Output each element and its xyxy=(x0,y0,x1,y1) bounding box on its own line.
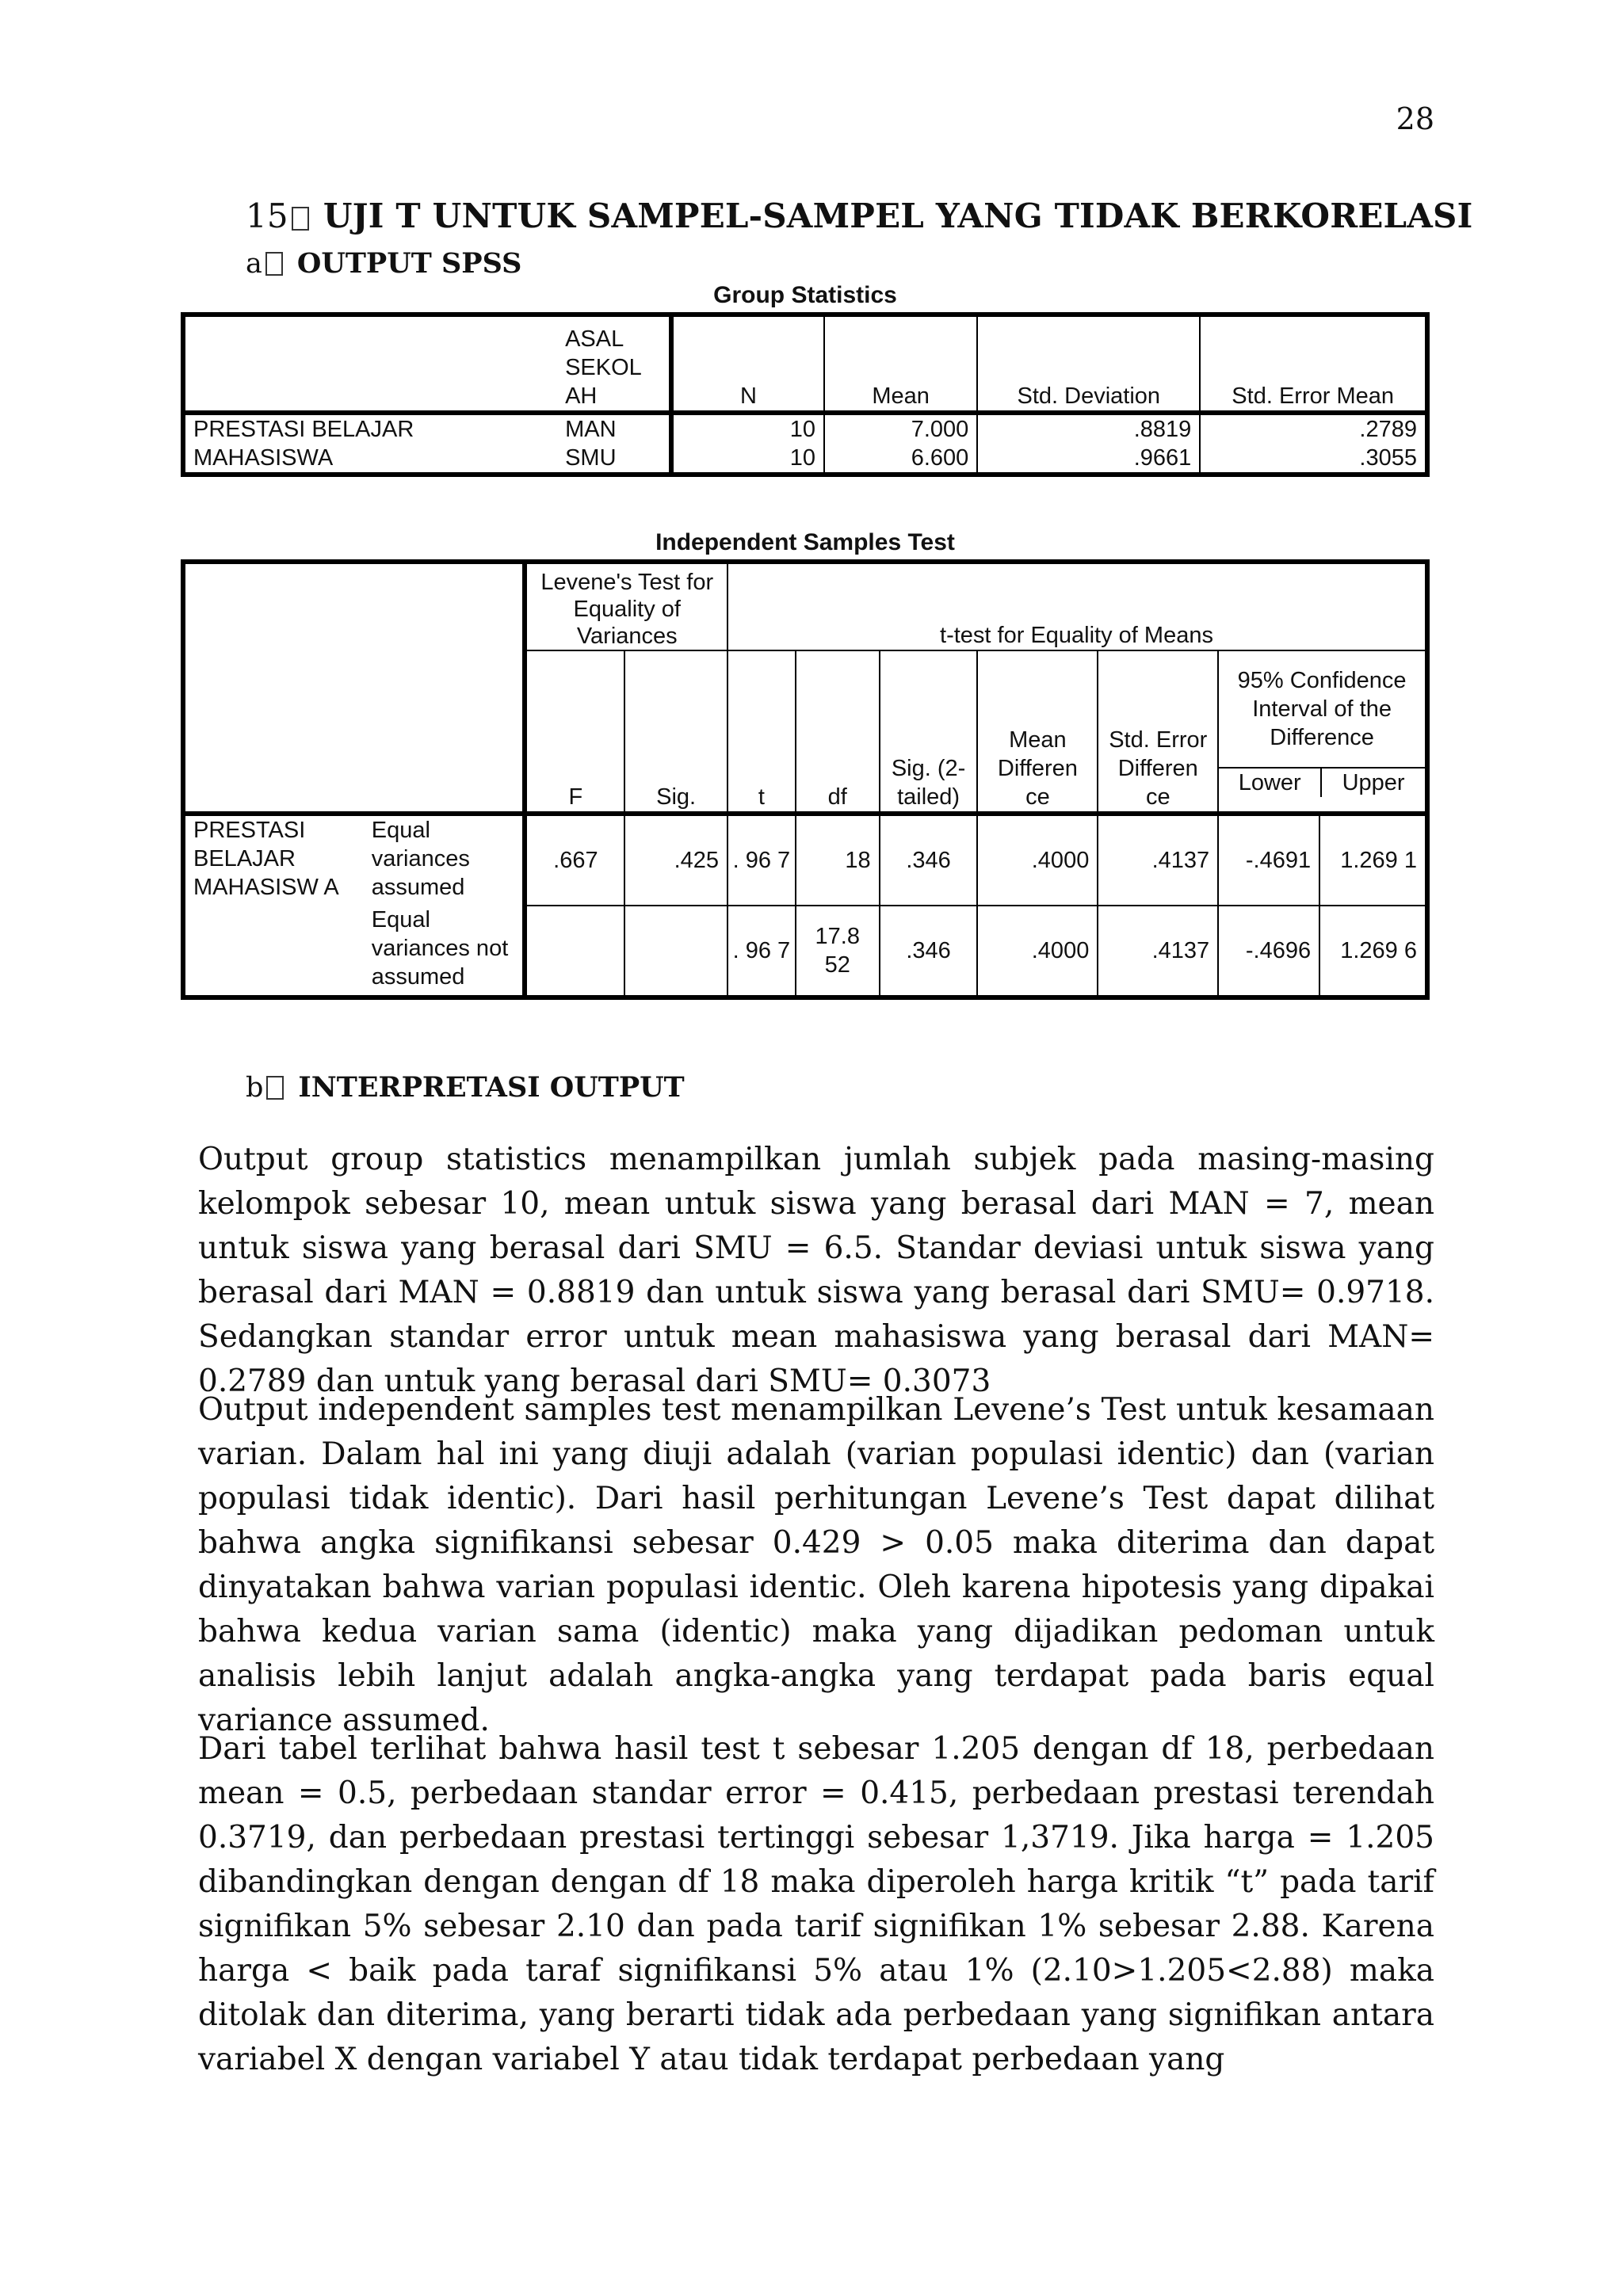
row-label-equal-assumed: Equal variances assumed xyxy=(364,814,525,906)
section-title: UJI T UNTUK SAMPEL-SAMPEL YANG TIDAK BERKORELASI xyxy=(323,196,1473,235)
header-n: N xyxy=(671,315,824,413)
header-upper: Upper xyxy=(1342,770,1405,795)
lower-value-assumed: -.4691 xyxy=(1218,814,1319,906)
levene-sig-value: .425 xyxy=(624,814,727,906)
sig2-value-not-assumed: .346 xyxy=(880,906,978,997)
header-confidence-interval xyxy=(1218,650,1427,814)
subheading-letter: b xyxy=(246,1072,264,1104)
section-number: 15 xyxy=(246,196,288,235)
f-value: .667 xyxy=(525,814,624,906)
lower-value-not-assumed: -.4696 xyxy=(1218,906,1319,997)
header-std-error-difference: Std. Error Differen ce xyxy=(1098,650,1218,814)
sig2-value-assumed: .346 xyxy=(880,814,978,906)
mean-man: 7.000 xyxy=(824,413,977,444)
paragraph-group-statistics: Output group statistics menampilkan jumlah subjek pada masing-masing kelompok sebesar 10, mean untuk siswa yang berasal dari MAN = 7, mean untuk siswa yang berasal dari SMU = 6.5. Standar deviasi untuk siswa yang berasal dari MAN = 0.8819 dan untuk siswa yang berasal dari SMU= 0.9718. Sedangkan standar error untuk mean mahasiswa yang berasal dari MAN= 0.2789 dan untuk yang berasal dari SMU= 0.3073 xyxy=(198,1142,1434,1399)
se-diff-value-not-assumed: .4137 xyxy=(1098,906,1218,997)
independent-samples-table xyxy=(181,559,1430,1000)
empty-header-cell xyxy=(183,315,557,413)
missing-glyph-icon xyxy=(292,207,309,231)
mean-diff-value-assumed: .4000 xyxy=(977,814,1098,906)
header-lower: Lower xyxy=(1219,769,1322,797)
mean-smu: 6.600 xyxy=(824,444,977,475)
header-df: df xyxy=(796,650,880,814)
n-man: 10 xyxy=(671,413,824,444)
header-f: F xyxy=(525,650,624,814)
header-std-error-mean: Std. Error Mean xyxy=(1200,315,1427,413)
subheading-letter: a xyxy=(246,248,262,280)
page-number: 28 xyxy=(1396,101,1434,136)
upper-value-not-assumed: 1.269 6 xyxy=(1319,906,1427,997)
std-dev-man: .8819 xyxy=(977,413,1200,444)
header-mean: Mean xyxy=(824,315,977,413)
variable-label: PRESTASI BELAJAR MAHASISW A xyxy=(183,814,364,997)
empty-corner-cell xyxy=(183,562,525,814)
header-t: t xyxy=(727,650,796,814)
t-value-assumed: . 96 7 xyxy=(727,814,796,906)
std-dev-smu: .9661 xyxy=(977,444,1200,475)
f-value-empty xyxy=(525,906,624,997)
section-heading xyxy=(246,196,1472,235)
header-sig-2-tailed: Sig. (2- tailed) xyxy=(880,650,978,814)
missing-glyph-icon xyxy=(265,252,283,276)
header-asal-sekolah: ASAL SEKOL AH xyxy=(557,315,671,413)
subheading-title: INTERPRETASI OUTPUT xyxy=(298,1071,685,1104)
group-statistics-table xyxy=(181,312,1430,477)
df-value-not-assumed: 17.8 52 xyxy=(796,906,880,997)
n-smu: 10 xyxy=(671,444,824,475)
header-levene: Levene's Test for Equality of Variances xyxy=(525,562,727,650)
group-label-smu: SMU xyxy=(557,444,671,475)
df-value-assumed: 18 xyxy=(796,814,880,906)
std-err-man: .2789 xyxy=(1200,413,1427,444)
levene-sig-value-empty xyxy=(624,906,727,997)
paragraph-t-test: Dari tabel terlihat bahwa hasil test t sebesar 1.205 dengan df 18, perbedaan mean = 0.5, perbedaan standar error = 0.415, perbedaan prestasi terendah 0.3719, dan perbedaan prestasi tertinggi sebesar 1,3719. Jika harga = 1.205 dibandingkan dengan dengan df 18 maka diperoleh harga kritik “t” pada tarif signifikan 5% sebesar 2.10 dan pada tarif signifikan 1% sebesar 2.88. Karena harga < baik pada taraf signifikansi 5% atau 1% (2.10>1.205<2.88) maka ditolak dan diterima, yang berarti tidak ada perbedaan yang signifikan antara variabel X dengan variabel Y atau tidak terdapat perbedaan yang xyxy=(198,1731,1434,2077)
group-statistics-title: Group Statistics xyxy=(713,282,897,308)
subheading-interpretasi xyxy=(246,1071,685,1104)
t-value-not-assumed: . 96 7 xyxy=(727,906,796,997)
header-levene-sig: Sig. xyxy=(624,650,727,814)
header-mean-difference: Mean Differen ce xyxy=(977,650,1098,814)
missing-glyph-icon xyxy=(266,1076,284,1100)
subheading-output-spss xyxy=(246,247,521,280)
upper-value-assumed: 1.269 1 xyxy=(1319,814,1427,906)
se-diff-value-assumed: .4137 xyxy=(1098,814,1218,906)
ci-label: 95% Confidence Interval of the Difference xyxy=(1219,651,1425,769)
mean-diff-value-not-assumed: .4000 xyxy=(977,906,1098,997)
std-err-smu: .3055 xyxy=(1200,444,1427,475)
subheading-title: OUTPUT SPSS xyxy=(296,247,522,280)
header-std-deviation: Std. Deviation xyxy=(977,315,1200,413)
paragraph-levene: Output independent samples test menampilkan Levene’s Test untuk kesamaan varian. Dalam hal ini yang diuji adalah (varian populasi identic) dan (varian populasi tidak identic). Dari hasil perhitungan Levene’s Test dapat dilihat bahwa angka signifikansi sebesar 0.429 > 0.05 maka diterima dan dapat dinyatakan bahwa varian populasi identic. Oleh karena hipotesis yang dipakai bahwa kedua varian sama (identic) maka yang dijadikan pedoman untuk analisis lebih lanjut adalah angka-angka yang terdapat pada baris equal variance assumed. xyxy=(198,1392,1434,1738)
variable-label: PRESTASI BELAJAR MAHASISWA xyxy=(183,413,557,475)
header-ttest: t-test for Equality of Means xyxy=(727,562,1427,650)
row-label-equal-not-assumed: Equal variances not assumed xyxy=(364,906,525,997)
group-label-man: MAN xyxy=(557,413,671,444)
independent-test-title: Independent Samples Test xyxy=(655,529,955,555)
